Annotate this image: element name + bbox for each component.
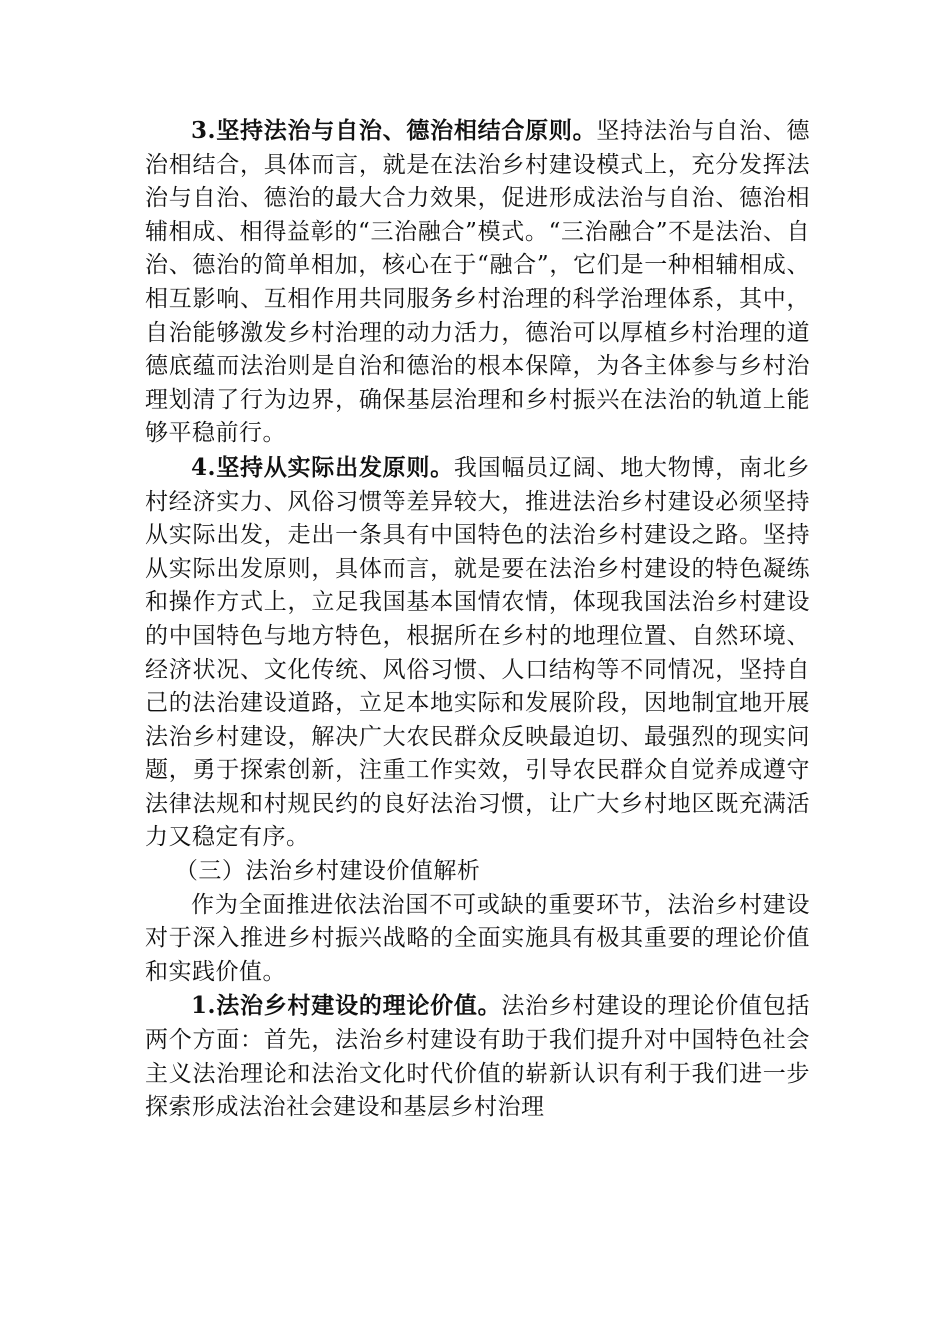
paragraph-lead: 4.坚持从实际出发原则。 <box>191 453 454 481</box>
section-heading: （三）法治乡村建设价值解析 <box>174 858 481 885</box>
paragraph-body: 我国幅员辽阔、地大物博，南北乡村经济实力、风俗习惯等差异较大，推进法治乡村建设必须坚持从实际出发，走出一条具有中国特色的法治乡村建设之路。坚持从实际出发原则，具体而言，就是要在法治乡村建设的特色凝练和操作方式上，立足我国基本国情农情，体现我国法治乡村建设的中国特色与地方特色，根据所在乡村的地理位置、自然环境、经济状况、文化传统、风俗习惯、人口结构等不同情况，坚持自己的法治建设道路，立足本地实际和发展阶段，因地制宜地开展法治乡村建设，解决广大农民群众反映最迫切、最强烈的现实问题，勇于探索创新，注重工作实效，引导农民群众自觉养成遵守法律法规和村规民约的良好法治习惯，让广大乡村地区既充满活力又稳定有序。 <box>145 454 811 851</box>
paragraph-body: 法治乡村建设的理论价值包括两个方面：首先，法治乡村建设有助于我们提升对中国特色社会主义法治理论和法治文化时代价值的崭新认识有利于我们进一步探索形成法治社会建设和基层乡村治理 <box>145 993 811 1121</box>
paragraph-lead: 1.法治乡村建设的理论价值。 <box>191 992 502 1020</box>
document-page <box>145 114 810 1125</box>
paragraph-body: 坚持法治与自治、德治相结合，具体而言，就是在法治乡村建设模式上，充分发挥法治与自治、德治的最大合力效果，促进形成法治与自治、德治相辅相成、相得益彰的“三治融合”模式。“三治融合”不是法治、自治、德治的简单相加，核心在于“融合”，它们是一种相辅相成、相互影响、互相作用共同服务乡村治理的科学治理体系，其中，自治能够激发乡村治理的动力活力，德治可以厚植乡村治理的道德底蕴而法治则是自治和德治的根本保障，为各主体参与乡村治理划清了行为边界，确保基层治理和乡村振兴在法治的轨道上能够平稳前行。 <box>145 118 810 447</box>
intro-paragraph: 作为全面推进依法治国不可或缺的重要环节，法治乡村建设对于深入推进乡村振兴战略的全面实施具有极其重要的理论价值和实践价值。 <box>145 891 810 985</box>
paragraph-theoretical-value <box>145 989 810 1124</box>
paragraph-lead: 3.坚持法治与自治、德治相结合原则。 <box>191 117 597 144</box>
paragraph-principle-4 <box>145 451 810 855</box>
paragraph-principle-3 <box>145 114 810 451</box>
